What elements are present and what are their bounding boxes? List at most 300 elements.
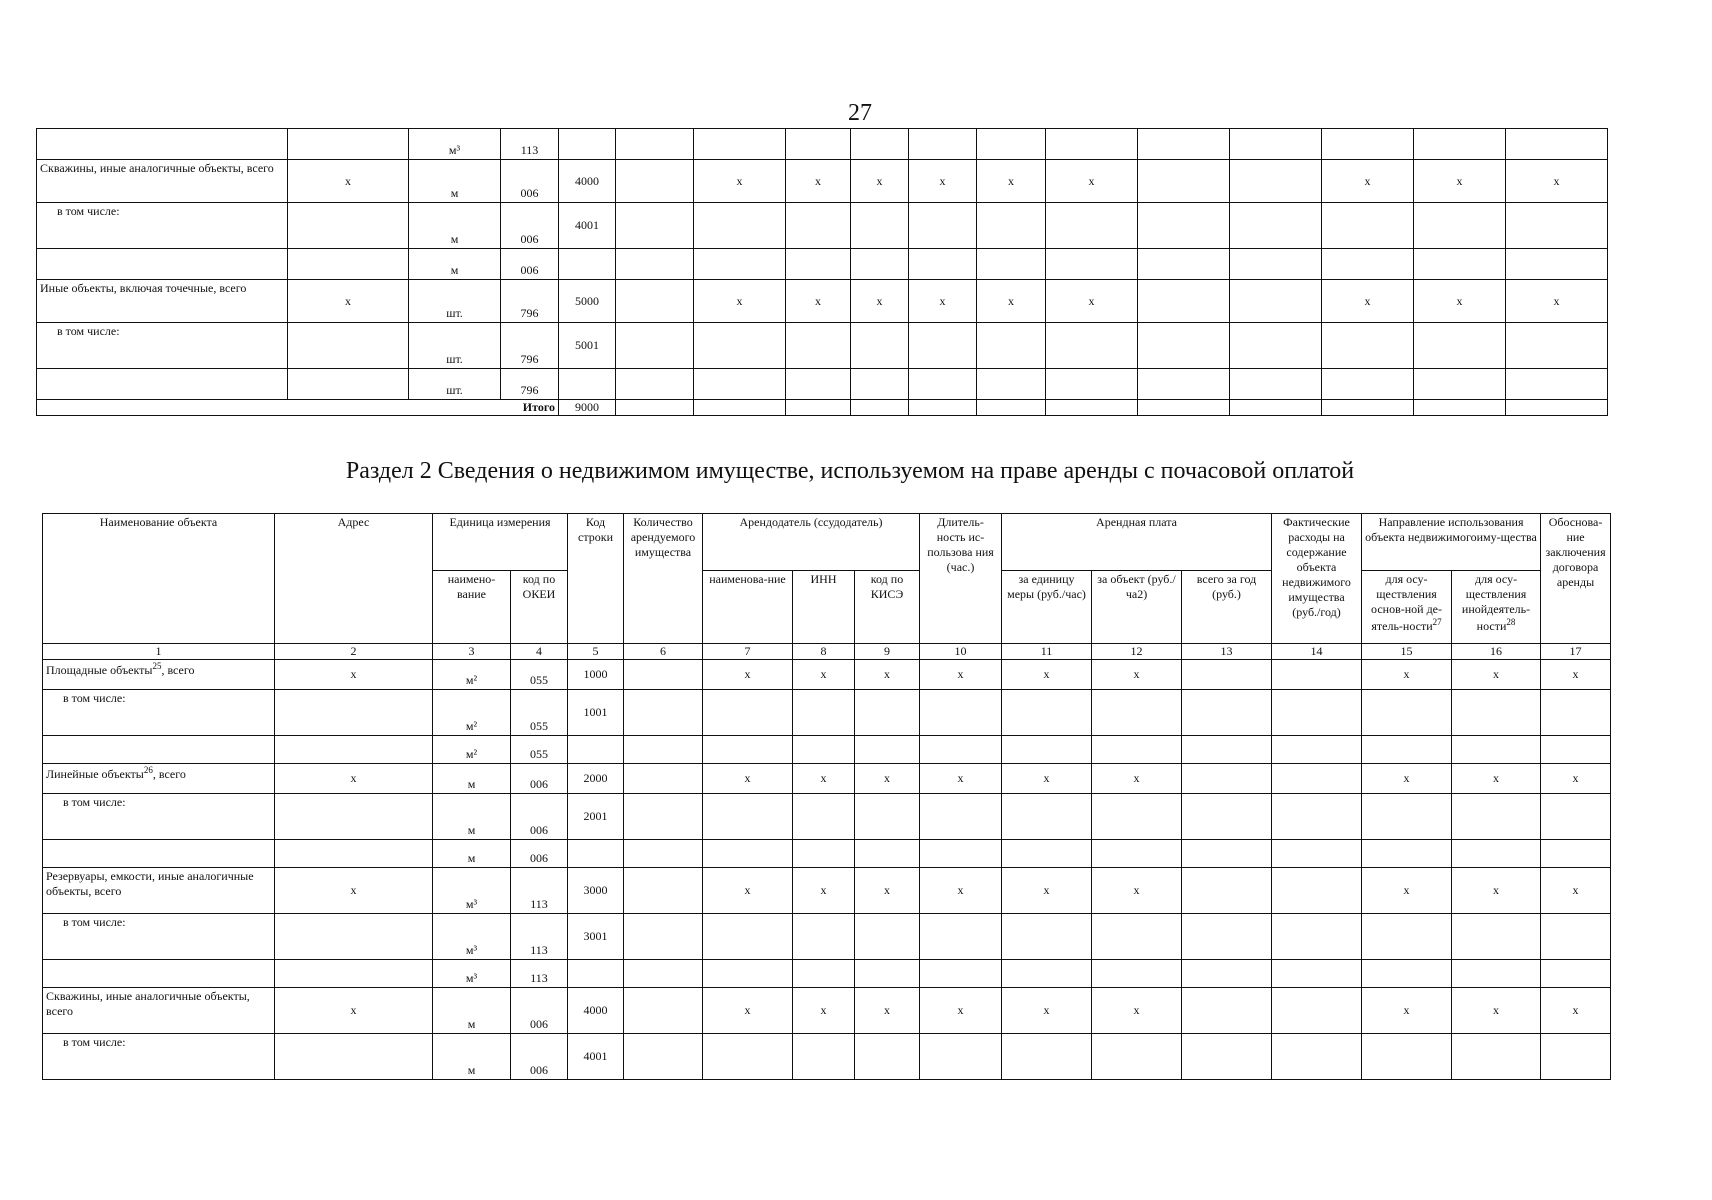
empty-cell xyxy=(909,203,977,249)
column-number: 15 xyxy=(1362,644,1452,660)
continuation-table xyxy=(36,128,1608,416)
empty-cell xyxy=(855,840,920,868)
object-name-suffix: , всего xyxy=(161,663,195,677)
empty-cell xyxy=(1138,129,1230,160)
empty-cell xyxy=(793,840,855,868)
x-mark-cell: x xyxy=(703,988,793,1034)
address-cell xyxy=(275,794,433,840)
x-mark-cell: x xyxy=(1092,660,1182,690)
x-mark-cell: x xyxy=(1322,160,1414,203)
empty-cell xyxy=(855,1034,920,1080)
empty-cell xyxy=(1272,660,1362,690)
empty-cell xyxy=(624,794,703,840)
row-code-cell: 5000 xyxy=(559,280,616,323)
empty-cell xyxy=(1182,1034,1272,1080)
object-name-text: в том числе: xyxy=(63,1035,126,1049)
header-address: Адрес xyxy=(275,514,433,644)
x-mark-cell: x xyxy=(1362,764,1452,794)
column-number: 5 xyxy=(568,644,624,660)
header-actual-costs: Фактические расходы на содержание объекта недвижимого имущества (руб./год) xyxy=(1272,514,1362,644)
empty-cell xyxy=(1541,960,1611,988)
empty-cell xyxy=(1046,129,1138,160)
empty-cell xyxy=(624,736,703,764)
unit-name-cell: м xyxy=(433,988,511,1034)
x-mark-cell: x xyxy=(1002,764,1092,794)
x-mark-cell: x xyxy=(977,160,1046,203)
empty-cell xyxy=(920,840,1002,868)
empty-cell xyxy=(1002,736,1092,764)
header-direction-other-text: для осу-ществления инойдеятель-ности xyxy=(1461,572,1531,633)
empty-cell xyxy=(1272,794,1362,840)
footnote-ref: 26 xyxy=(143,765,153,775)
unit-name-cell: м xyxy=(409,160,501,203)
empty-cell xyxy=(977,323,1046,369)
x-mark-cell: x xyxy=(1362,988,1452,1034)
unit-name-cell: шт. xyxy=(409,369,501,400)
empty-cell xyxy=(1362,736,1452,764)
x-mark-cell: x xyxy=(793,764,855,794)
object-name-cell xyxy=(37,369,288,400)
empty-cell xyxy=(1230,160,1322,203)
address-cell xyxy=(288,369,409,400)
unit-name-cell: м³ xyxy=(409,129,501,160)
x-mark-cell: x xyxy=(1452,660,1541,690)
column-number: 14 xyxy=(1272,644,1362,660)
header-unit-name: наимено-вание xyxy=(433,571,511,644)
object-name-text: Линейные объекты xyxy=(46,767,144,781)
address-cell xyxy=(275,690,433,736)
footnote-28: 28 xyxy=(1506,617,1516,627)
empty-cell xyxy=(793,960,855,988)
unit-name-cell: м xyxy=(433,764,511,794)
table-row xyxy=(37,369,1608,400)
object-name-cell: Иные объекты, включая точечные, всего xyxy=(37,280,288,323)
empty-cell xyxy=(1002,914,1092,960)
total-label-cell: Итого xyxy=(37,400,559,416)
okei-code-cell: 055 xyxy=(511,690,568,736)
address-cell xyxy=(275,960,433,988)
section-2-title: Раздел 2 Сведения о недвижимом имуществе, используемом на праве аренды с почасовой оплатой xyxy=(345,458,1355,484)
empty-cell xyxy=(1322,129,1414,160)
okei-code-cell: 006 xyxy=(511,988,568,1034)
empty-cell xyxy=(1362,914,1452,960)
object-name-cell xyxy=(43,660,275,690)
empty-cell xyxy=(1002,690,1092,736)
x-mark-cell: x xyxy=(920,660,1002,690)
address-cell xyxy=(288,323,409,369)
x-mark-cell: x xyxy=(1002,868,1092,914)
empty-cell xyxy=(977,129,1046,160)
empty-cell xyxy=(793,794,855,840)
x-mark-cell: x xyxy=(1002,660,1092,690)
header-justification: Обоснова-ние заключения договора аренды xyxy=(1541,514,1611,644)
empty-cell xyxy=(624,660,703,690)
table-row xyxy=(43,1034,1611,1080)
empty-cell xyxy=(1541,794,1611,840)
x-mark-cell: x xyxy=(851,280,909,323)
column-number: 9 xyxy=(855,644,920,660)
empty-cell xyxy=(1506,249,1608,280)
header-unit-group: Единица измерения xyxy=(433,514,568,571)
empty-cell xyxy=(1272,1034,1362,1080)
x-mark-cell: x xyxy=(1506,280,1608,323)
empty-cell xyxy=(1272,988,1362,1034)
x-mark-cell: x xyxy=(793,988,855,1034)
empty-cell xyxy=(1092,914,1182,960)
empty-cell xyxy=(1272,690,1362,736)
empty-cell xyxy=(1138,160,1230,203)
empty-cell xyxy=(1230,369,1322,400)
x-mark-cell: x xyxy=(920,988,1002,1034)
x-mark-cell: x xyxy=(1414,160,1506,203)
okei-code-cell: 796 xyxy=(501,280,559,323)
empty-cell xyxy=(1138,280,1230,323)
empty-cell xyxy=(1541,736,1611,764)
empty-cell xyxy=(1046,369,1138,400)
empty-cell xyxy=(920,794,1002,840)
empty-cell xyxy=(1182,764,1272,794)
empty-cell xyxy=(1452,840,1541,868)
empty-cell xyxy=(624,840,703,868)
address-cell: x xyxy=(275,764,433,794)
empty-cell xyxy=(1182,868,1272,914)
row-code-cell xyxy=(568,840,624,868)
empty-cell xyxy=(1506,203,1608,249)
row-code-cell: 3000 xyxy=(568,868,624,914)
x-mark-cell: x xyxy=(920,764,1002,794)
object-name-suffix: , всего xyxy=(152,767,186,781)
empty-cell xyxy=(1138,249,1230,280)
empty-cell xyxy=(1541,1034,1611,1080)
okei-code-cell: 006 xyxy=(511,840,568,868)
x-mark-cell: x xyxy=(909,280,977,323)
empty-cell xyxy=(1272,764,1362,794)
x-mark-cell: x xyxy=(1414,280,1506,323)
empty-cell xyxy=(1506,400,1608,416)
x-mark-cell: x xyxy=(1452,764,1541,794)
x-mark-cell: x xyxy=(1452,988,1541,1034)
empty-cell xyxy=(703,1034,793,1080)
row-code-cell xyxy=(559,129,616,160)
empty-cell xyxy=(851,129,909,160)
okei-code-cell: 113 xyxy=(511,914,568,960)
header-rent-per-object: за объект (руб./ча2) xyxy=(1092,571,1182,644)
object-name-cell: в том числе: xyxy=(37,323,288,369)
empty-cell xyxy=(851,323,909,369)
row-code-cell: 4001 xyxy=(559,203,616,249)
x-mark-cell: x xyxy=(703,660,793,690)
object-name-text: Скважины, иные аналогичные объекты, всего xyxy=(46,989,250,1018)
address-cell xyxy=(288,249,409,280)
empty-cell xyxy=(909,249,977,280)
column-number: 8 xyxy=(793,644,855,660)
empty-cell xyxy=(694,249,786,280)
table-row xyxy=(37,323,1608,369)
empty-cell xyxy=(703,690,793,736)
header-duration: Длитель-ность ис-пользова ния (час.) xyxy=(920,514,1002,644)
empty-cell xyxy=(624,868,703,914)
empty-cell xyxy=(694,400,786,416)
address-cell xyxy=(288,129,409,160)
header-lessor-inn: ИНН xyxy=(793,571,855,644)
object-name-cell xyxy=(43,764,275,794)
unit-name-cell: м³ xyxy=(433,960,511,988)
empty-cell xyxy=(1362,1034,1452,1080)
empty-cell xyxy=(1541,914,1611,960)
object-name-cell: Скважины, иные аналогичные объекты, всего xyxy=(37,160,288,203)
x-mark-cell: x xyxy=(1541,868,1611,914)
x-mark-cell: x xyxy=(1046,280,1138,323)
empty-cell xyxy=(1230,280,1322,323)
empty-cell xyxy=(1138,400,1230,416)
empty-cell xyxy=(793,1034,855,1080)
empty-cell xyxy=(694,323,786,369)
okei-code-cell: 006 xyxy=(501,160,559,203)
empty-cell xyxy=(920,914,1002,960)
empty-cell xyxy=(793,914,855,960)
empty-cell xyxy=(1506,369,1608,400)
footnote-ref: 25 xyxy=(152,661,162,671)
empty-cell xyxy=(855,794,920,840)
row-code-cell: 3001 xyxy=(568,914,624,960)
empty-cell xyxy=(977,369,1046,400)
empty-cell xyxy=(851,400,909,416)
empty-cell xyxy=(694,129,786,160)
empty-cell xyxy=(1230,129,1322,160)
unit-name-cell: м xyxy=(433,1034,511,1080)
object-name-cell xyxy=(37,249,288,280)
unit-name-cell: м xyxy=(433,840,511,868)
unit-name-cell: м xyxy=(409,249,501,280)
empty-cell xyxy=(703,960,793,988)
address-cell xyxy=(275,914,433,960)
table-row xyxy=(43,690,1611,736)
okei-code-cell: 113 xyxy=(501,129,559,160)
object-name-text: в том числе: xyxy=(63,795,126,809)
empty-cell xyxy=(1002,794,1092,840)
empty-cell xyxy=(1046,203,1138,249)
row-code-cell: 1000 xyxy=(568,660,624,690)
empty-cell xyxy=(1230,203,1322,249)
x-mark-cell: x xyxy=(1506,160,1608,203)
x-mark-cell: x xyxy=(793,660,855,690)
total-row xyxy=(37,400,1608,416)
empty-cell xyxy=(1362,794,1452,840)
hourly-lease-table xyxy=(42,513,1611,1080)
x-mark-cell: x xyxy=(855,988,920,1034)
empty-cell xyxy=(1182,840,1272,868)
x-mark-cell: x xyxy=(703,868,793,914)
object-name-cell xyxy=(43,868,275,914)
empty-cell xyxy=(1138,369,1230,400)
object-name-text: Площадные объекты xyxy=(46,663,153,677)
header-rent-group: Арендная плата xyxy=(1002,514,1272,571)
empty-cell xyxy=(1230,249,1322,280)
unit-name-cell: шт. xyxy=(409,323,501,369)
x-mark-cell: x xyxy=(703,764,793,794)
empty-cell xyxy=(1322,323,1414,369)
empty-cell xyxy=(1046,249,1138,280)
okei-code-cell: 006 xyxy=(511,764,568,794)
empty-cell xyxy=(1182,794,1272,840)
empty-cell xyxy=(624,960,703,988)
object-name-cell xyxy=(43,794,275,840)
address-cell: x xyxy=(275,660,433,690)
address-cell xyxy=(288,203,409,249)
unit-name-cell: м xyxy=(409,203,501,249)
row-code-cell xyxy=(559,249,616,280)
address-cell: x xyxy=(288,160,409,203)
object-name-cell xyxy=(43,960,275,988)
row-code-cell xyxy=(568,960,624,988)
x-mark-cell: x xyxy=(1092,764,1182,794)
object-name-cell xyxy=(43,736,275,764)
x-mark-cell: x xyxy=(793,868,855,914)
okei-code-cell: 055 xyxy=(511,660,568,690)
table-row xyxy=(37,249,1608,280)
row-code-cell: 1001 xyxy=(568,690,624,736)
header-quantity: Количество арендуемого имущества xyxy=(624,514,703,644)
empty-cell xyxy=(1002,1034,1092,1080)
empty-cell xyxy=(851,203,909,249)
column-number: 7 xyxy=(703,644,793,660)
empty-cell xyxy=(1414,323,1506,369)
unit-name-cell: м² xyxy=(433,690,511,736)
x-mark-cell: x xyxy=(977,280,1046,323)
column-number: 3 xyxy=(433,644,511,660)
address-cell: x xyxy=(275,988,433,1034)
x-mark-cell: x xyxy=(1046,160,1138,203)
empty-cell xyxy=(855,736,920,764)
empty-cell xyxy=(909,400,977,416)
empty-cell xyxy=(1272,840,1362,868)
empty-cell xyxy=(624,1034,703,1080)
empty-cell xyxy=(1541,690,1611,736)
empty-cell xyxy=(786,369,851,400)
empty-cell xyxy=(1414,369,1506,400)
empty-cell xyxy=(1272,868,1362,914)
empty-cell xyxy=(1230,323,1322,369)
empty-cell xyxy=(1322,369,1414,400)
object-name-cell xyxy=(43,914,275,960)
empty-cell xyxy=(1002,960,1092,988)
header-lessor-kise: код по КИСЭ xyxy=(855,571,920,644)
empty-cell xyxy=(616,323,694,369)
empty-cell xyxy=(786,323,851,369)
column-number: 2 xyxy=(275,644,433,660)
x-mark-cell: x xyxy=(694,280,786,323)
header-row-code: Код строки xyxy=(568,514,624,644)
empty-cell xyxy=(1046,323,1138,369)
empty-cell xyxy=(694,203,786,249)
x-mark-cell: x xyxy=(1541,988,1611,1034)
empty-cell xyxy=(1092,1034,1182,1080)
x-mark-cell: x xyxy=(1092,868,1182,914)
header-rent-per-unit: за единицу меры (руб./час) xyxy=(1002,571,1092,644)
row-code-cell: 2000 xyxy=(568,764,624,794)
object-name-cell: в том числе: xyxy=(37,203,288,249)
empty-cell xyxy=(703,840,793,868)
okei-code-cell: 006 xyxy=(501,203,559,249)
address-cell: x xyxy=(288,280,409,323)
empty-cell xyxy=(1092,840,1182,868)
row-code-cell: 5001 xyxy=(559,323,616,369)
empty-cell xyxy=(1452,690,1541,736)
empty-cell xyxy=(1138,203,1230,249)
column-number: 13 xyxy=(1182,644,1272,660)
x-mark-cell: x xyxy=(786,160,851,203)
address-cell xyxy=(275,1034,433,1080)
empty-cell xyxy=(1541,840,1611,868)
table-row xyxy=(43,840,1611,868)
empty-cell xyxy=(1002,840,1092,868)
column-number: 4 xyxy=(511,644,568,660)
object-name-text: Резервуары, емкости, иные аналогичные объекты, всего xyxy=(46,869,254,898)
empty-cell xyxy=(616,203,694,249)
empty-cell xyxy=(703,794,793,840)
empty-cell xyxy=(1230,400,1322,416)
x-mark-cell: x xyxy=(694,160,786,203)
row-code-cell xyxy=(568,736,624,764)
x-mark-cell: x xyxy=(1002,988,1092,1034)
unit-name-cell: шт. xyxy=(409,280,501,323)
empty-cell xyxy=(855,960,920,988)
x-mark-cell: x xyxy=(855,764,920,794)
okei-code-cell: 113 xyxy=(511,868,568,914)
empty-cell xyxy=(851,249,909,280)
empty-cell xyxy=(624,988,703,1034)
empty-cell xyxy=(920,736,1002,764)
table-row xyxy=(43,794,1611,840)
empty-cell xyxy=(1414,400,1506,416)
header-lessor-group: Арендодатель (ссудодатель) xyxy=(703,514,920,571)
x-mark-cell: x xyxy=(920,868,1002,914)
address-cell xyxy=(275,840,433,868)
page-number: 27 xyxy=(848,100,872,126)
empty-cell xyxy=(1182,988,1272,1034)
empty-cell xyxy=(920,690,1002,736)
okei-code-cell: 796 xyxy=(501,323,559,369)
empty-cell xyxy=(793,736,855,764)
header-direction-other xyxy=(1452,571,1541,644)
empty-cell xyxy=(1452,960,1541,988)
header-object-name: Наименование объекта xyxy=(43,514,275,644)
empty-cell xyxy=(1046,400,1138,416)
object-name-cell xyxy=(43,690,275,736)
empty-cell xyxy=(1092,794,1182,840)
empty-cell xyxy=(616,160,694,203)
empty-cell xyxy=(1322,400,1414,416)
unit-name-cell: м³ xyxy=(433,868,511,914)
table-row xyxy=(37,129,1608,160)
x-mark-cell: x xyxy=(1541,660,1611,690)
column-number: 11 xyxy=(1002,644,1092,660)
empty-cell xyxy=(1092,690,1182,736)
empty-cell xyxy=(786,203,851,249)
okei-code-cell: 055 xyxy=(511,736,568,764)
table-row xyxy=(43,764,1611,794)
x-mark-cell: x xyxy=(1541,764,1611,794)
okei-code-cell: 006 xyxy=(511,794,568,840)
empty-cell xyxy=(1452,794,1541,840)
row-code-cell: 4001 xyxy=(568,1034,624,1080)
empty-cell xyxy=(793,690,855,736)
empty-cell xyxy=(703,736,793,764)
empty-cell xyxy=(977,249,1046,280)
object-name-cell xyxy=(43,988,275,1034)
empty-cell xyxy=(786,129,851,160)
empty-cell xyxy=(855,690,920,736)
